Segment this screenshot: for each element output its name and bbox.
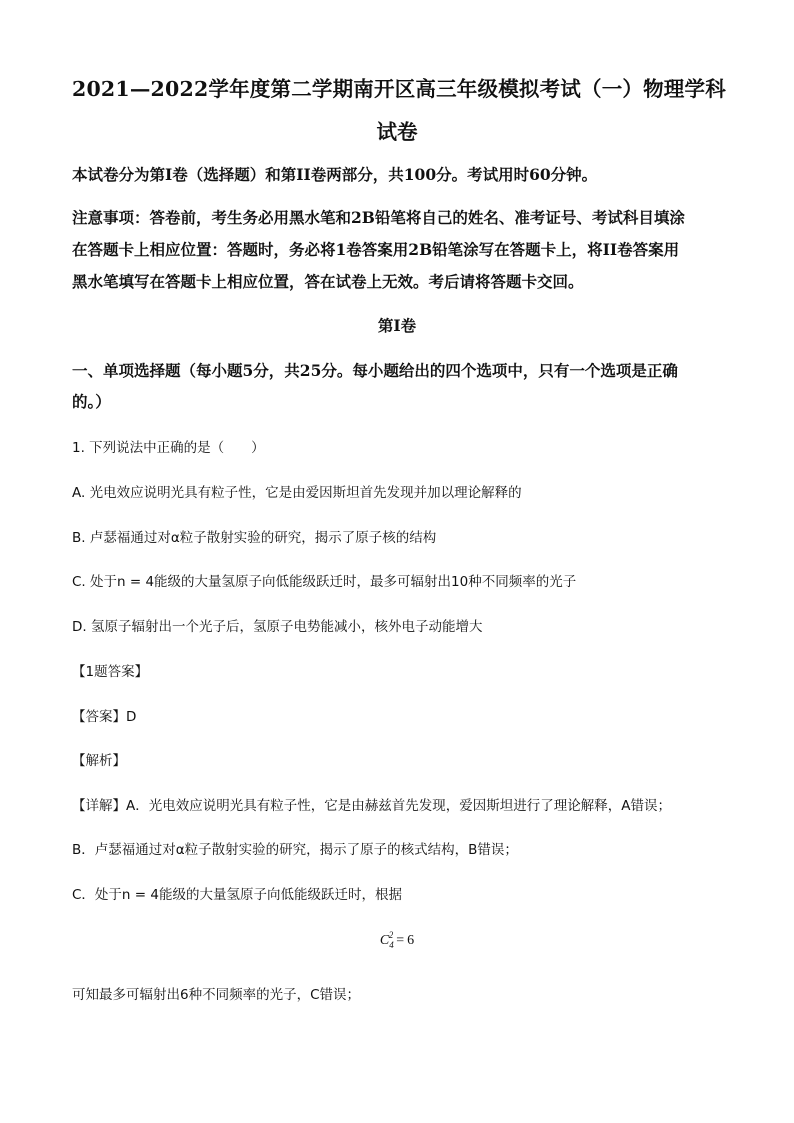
option-c: C. 处于n = 4能级的大量氢原子向低能级跃迁时，最多可辐射出10种不同频率的光子 bbox=[72, 574, 577, 590]
section-heading-line1: 一、单项选择题（每小题5分，共25分。每小题给出的四个选项中，只有一个选项是正确 bbox=[72, 361, 678, 380]
formula-subscript: 4 bbox=[389, 940, 394, 950]
volume-title: 第Ⅰ卷 bbox=[377, 316, 417, 335]
exam-title-line1: 2021—2022学年度第二学期南开区高三年级模拟考试（一）物理学科 bbox=[72, 77, 726, 101]
question-stem: 1. 下列说法中正确的是（ ） bbox=[72, 440, 265, 456]
conclusion-line: 可知最多可辐射出6种不同频率的光子，C错误； bbox=[72, 987, 361, 1003]
answer-value: 【答案】D bbox=[72, 709, 137, 725]
option-b: B. 卢瑟福通过对α粒子散射实验的研究，揭示了原子核的结构 bbox=[72, 530, 437, 546]
section-heading-line2: 的。） bbox=[72, 392, 111, 411]
notes-line-3: 黑水笔填写在答题卡上相应位置，答在试卷上无效。考后请将答题卡交回。 bbox=[72, 272, 584, 291]
formula-equals: = bbox=[396, 933, 405, 948]
formula-value: 6 bbox=[407, 933, 415, 948]
exam-summary: 本试卷分为第Ⅰ卷（选择题）和第II卷两部分，共100分。考试用时60分钟。 bbox=[72, 165, 598, 184]
formula-superscript: 2 bbox=[388, 930, 394, 940]
notes-line-1: 注意事项：答卷前，考生务必用黑水笔和2B铅笔将自己的姓名、准考证号、考试科目填涂 bbox=[72, 208, 685, 227]
option-a: A. 光电效应说明光具有粒子性，它是由爱因斯坦首先发现并加以理论解释的 bbox=[72, 485, 522, 501]
analysis-tag: 【解析】 bbox=[72, 753, 126, 769]
detail-line-a: 【详解】A．光电效应说明光具有粒子性，它是由赫兹首先发现，爱因斯坦进行了理论解释，A错误； bbox=[72, 798, 671, 814]
formula-symbol: C bbox=[379, 933, 390, 948]
answer-tag: 【1题答案】 bbox=[72, 664, 149, 680]
notes-line-2: 在答题卡上相应位置：答题时，务必将1卷答案用2B铅笔涂写在答题卡上，将II卷答案用 bbox=[72, 240, 680, 259]
option-d: D. 氢原子辐射出一个光子后，氢原子电势能减小，核外电子动能增大 bbox=[72, 619, 483, 635]
detail-line-c: C．处于n = 4能级的大量氢原子向低能级跃迁时，根据 bbox=[72, 887, 402, 903]
detail-line-b: B．卢瑟福通过对α粒子散射实验的研究，揭示了原子的核式结构，B错误； bbox=[72, 842, 518, 858]
combination-formula bbox=[72, 930, 722, 950]
exam-title-line2: 试卷 bbox=[376, 120, 418, 144]
